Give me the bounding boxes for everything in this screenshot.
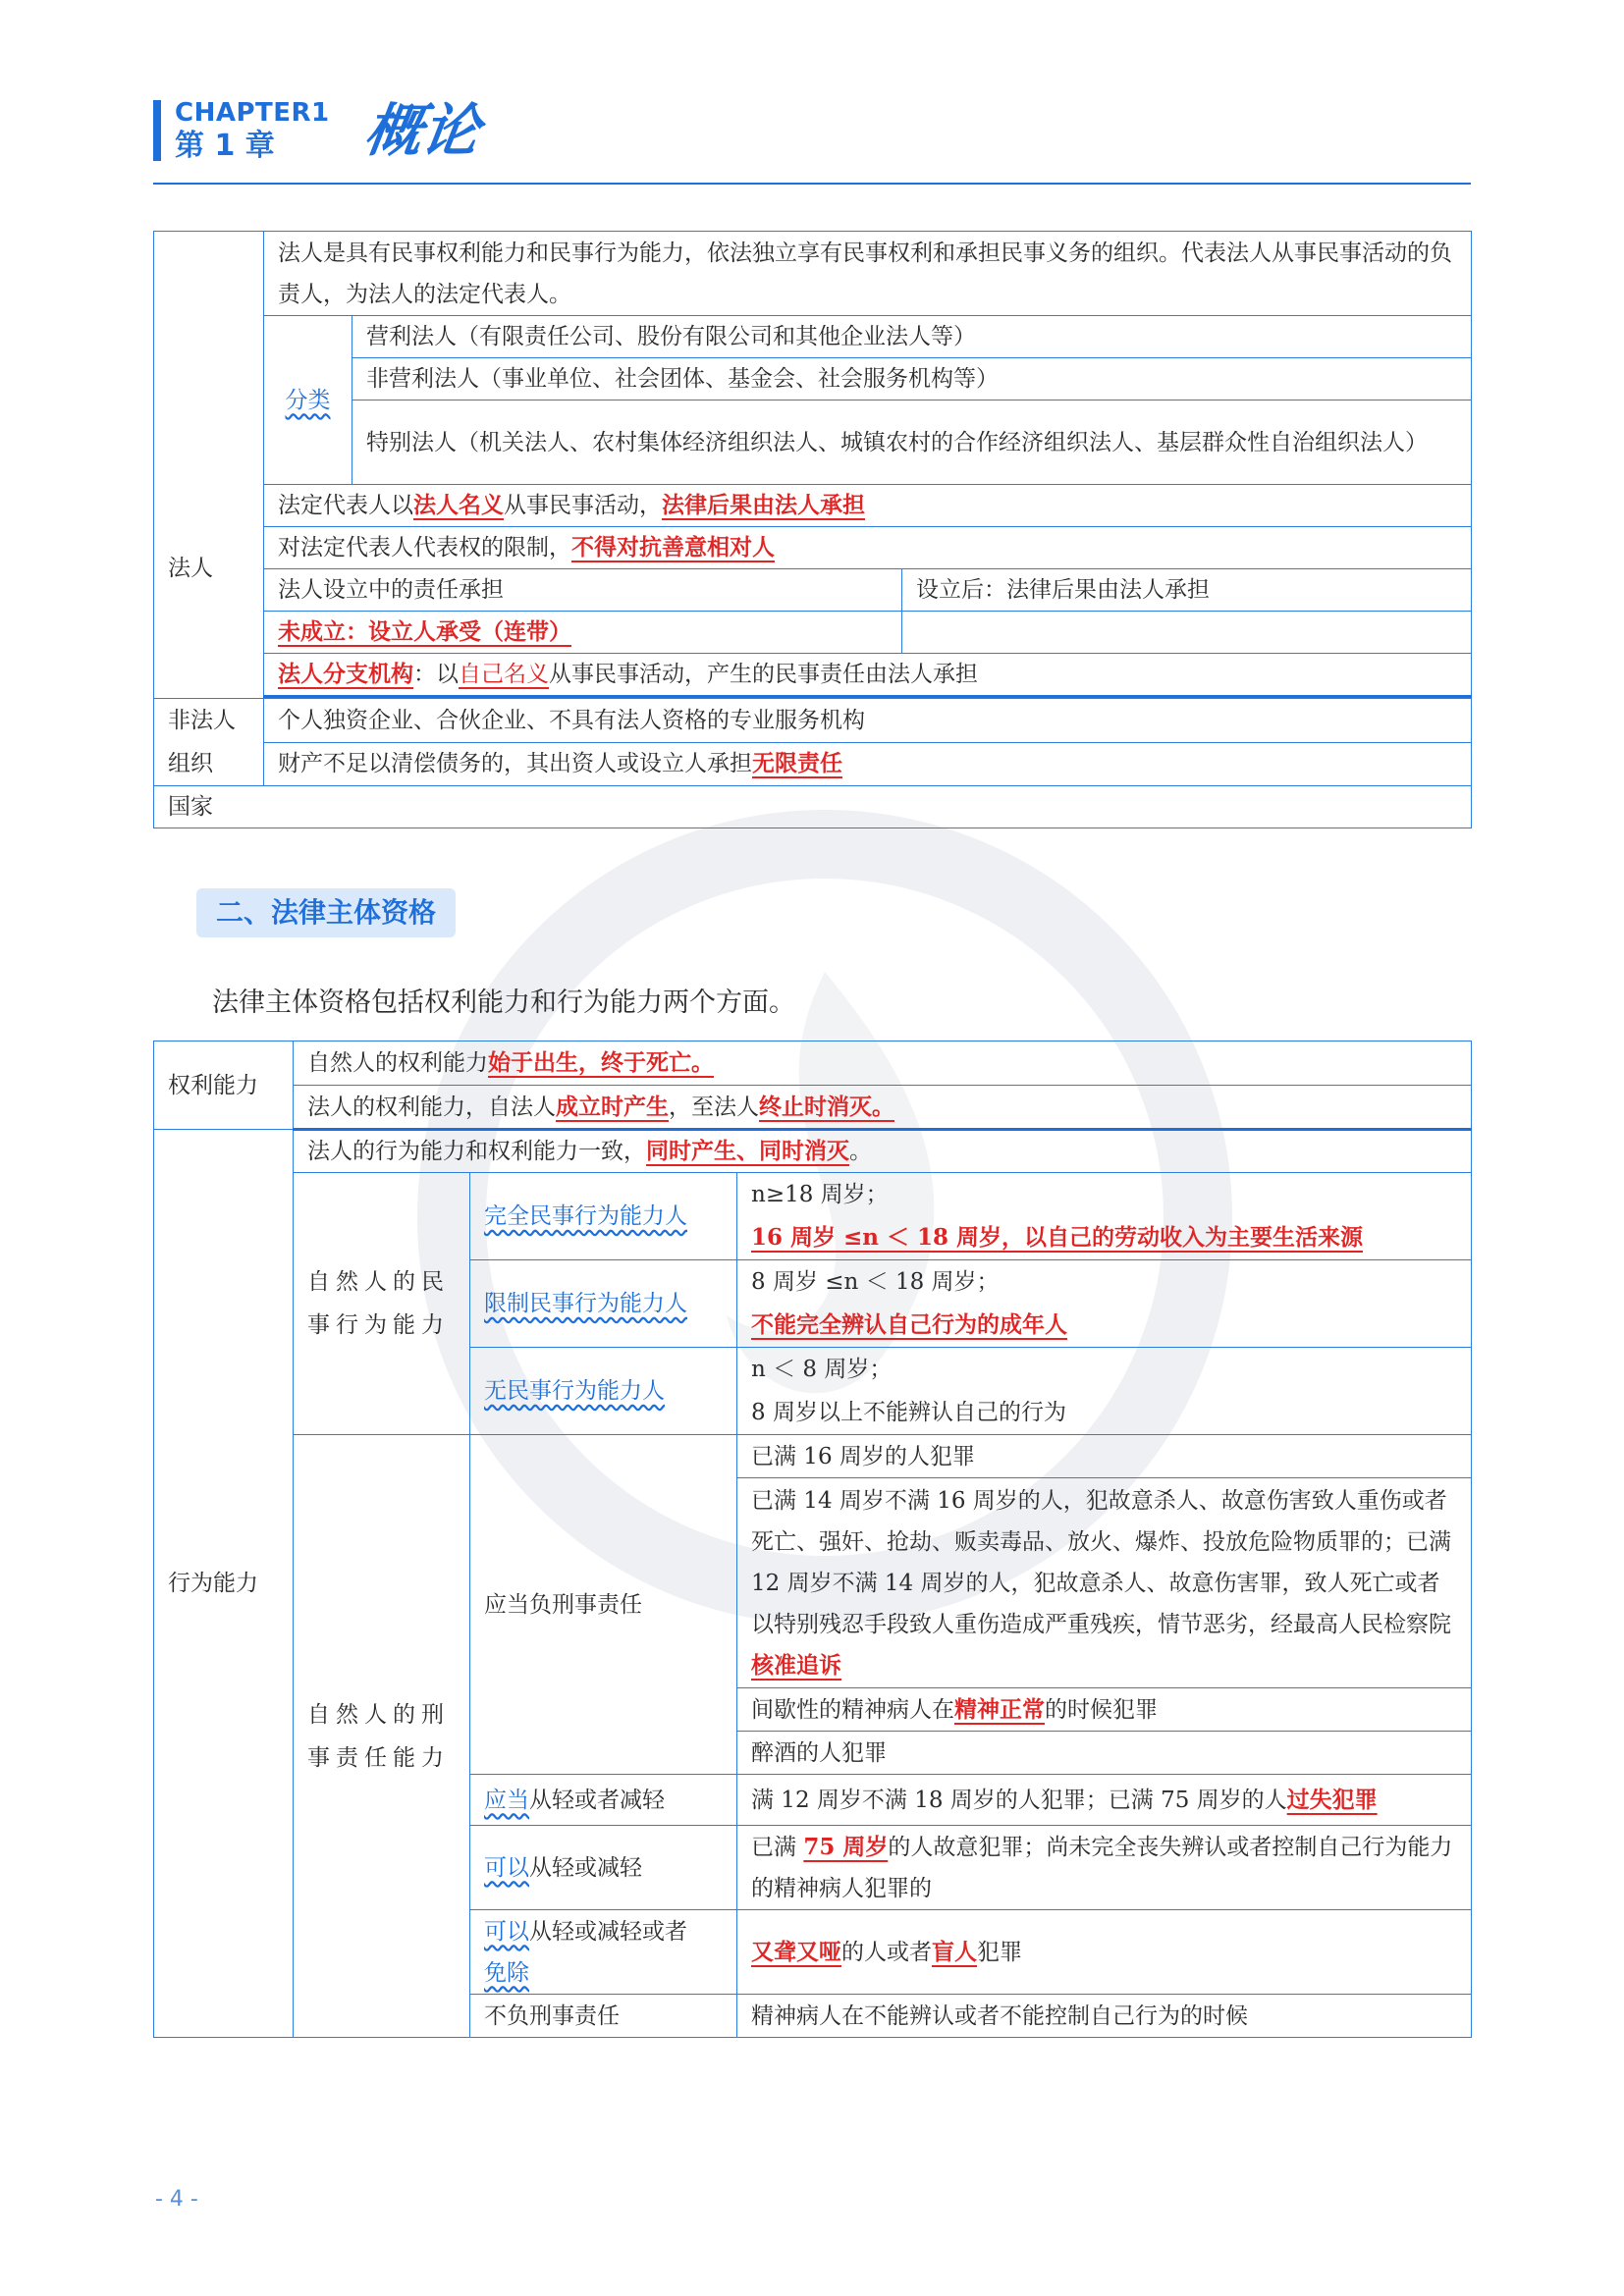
capacity-table [153, 1041, 1472, 2038]
section-intro: 法律主体资格包括权利能力和行为能力两个方面。 [212, 988, 795, 1018]
must-mitigate: 应当从轻或者减轻 [470, 1775, 737, 1826]
representation-limit-row: 对法定代表人代表权的限制，不得对抗善意相对人 [264, 527, 1472, 569]
class-non-profit: 非营利法人（事业单位、社会团体、基金会、社会服务机构等） [352, 358, 1472, 400]
setup-fail: 未成立：设立人承受（连带） [264, 612, 902, 654]
limited-capacity: 限制民事行为能力人 [470, 1260, 737, 1348]
branch-row: 法人分支机构：以自己名义从事民事活动，产生的民事责任由法人承担 [264, 654, 1472, 697]
section-heading: 二、法律主体资格 [196, 888, 456, 937]
criminal-capacity-label: 自然人的刑 事责任能力 [294, 1435, 470, 2038]
entity-table [153, 231, 1472, 828]
no-capacity-desc: n ＜ 8 周岁； 8 周岁以上不能辨认自己的行为 [737, 1348, 1472, 1435]
non-legal-org-liability: 财产不足以清偿债务的，其出资人或设立人承担无限责任 [264, 742, 1472, 786]
faren-definition: 法人是具有民事权利能力和民事行为能力，依法独立享有民事权利和承担民事义务的组织。代表法人从事民事活动的负责人，为法人的法定代表人。 [264, 232, 1472, 316]
page-number: - 4 - [155, 2187, 198, 2212]
no-liability-desc: 精神病人在不能辨认或者不能控制自己行为的时候 [737, 1995, 1472, 2038]
limited-capacity-desc: 8 周岁 ≤n ＜ 18 周岁； 不能完全辨认自己行为的成年人 [737, 1260, 1472, 1348]
legal-representative-row: 法定代表人以法人名义从事民事活动，法律后果由法人承担 [264, 485, 1472, 527]
crime-drunk: 醉酒的人犯罪 [737, 1732, 1472, 1775]
act-capacity-label: 行为能力 [154, 1130, 294, 2038]
crime-intermittent: 间歇性的精神病人在精神正常的时候犯罪 [737, 1688, 1472, 1732]
may-mitigate: 可以从轻或减轻 [470, 1826, 737, 1910]
chapter-label-en: CHAPTER1 [175, 98, 330, 128]
rights-capacity-label: 权利能力 [154, 1041, 294, 1130]
full-capacity-desc: n≥18 周岁； 16 周岁 ≤n ＜ 18 周岁，以自己的劳动收入为主要生活来源 [737, 1173, 1472, 1260]
chapter-label-zh: 第 1 章 [175, 129, 275, 163]
faren-label: 法人 [154, 232, 264, 699]
may-exempt: 可以从轻或减轻或者 免除 [470, 1910, 737, 1995]
non-legal-org-label: 非法人 组织 [154, 699, 264, 786]
must-bear-label: 应当负刑事责任 [470, 1435, 737, 1775]
full-capacity: 完全民事行为能力人 [470, 1173, 737, 1260]
may-mitigate-desc: 已满 75 周岁的人故意犯罪；尚未完全丧失辨认或者控制自己行为能力的精神病人犯罪的 [737, 1826, 1472, 1910]
chapter-bar [153, 100, 161, 161]
setup-empty [902, 612, 1472, 654]
class-special: 特别法人（机关法人、农村集体经济组织法人、城镇农村的合作经济组织法人、基层群众性自治组织法人） [352, 400, 1472, 485]
may-exempt-desc: 又聋又哑的人或者盲人犯罪 [737, 1910, 1472, 1995]
legal-person-rights: 法人的权利能力，自法人成立时产生，至法人终止时消灭。 [294, 1086, 1472, 1130]
must-mitigate-desc: 满 12 周岁不满 18 周岁的人犯罪；已满 75 周岁的人过失犯罪 [737, 1775, 1472, 1826]
setup-after: 设立后：法律后果由法人承担 [902, 569, 1472, 612]
class-for-profit: 营利法人（有限责任公司、股份有限公司和其他企业法人等） [352, 316, 1472, 358]
header-rule [153, 183, 1471, 185]
crime-over-16: 已满 16 周岁的人犯罪 [737, 1435, 1472, 1478]
no-capacity: 无民事行为能力人 [470, 1348, 737, 1435]
state-row: 国家 [154, 786, 1472, 828]
classification-label: 分类 [264, 316, 352, 485]
setup-liability-title: 法人设立中的责任承担 [264, 569, 902, 612]
chapter-title: 概论 [360, 97, 484, 164]
crime-14-16: 已满 14 周岁不满 16 周岁的人，犯故意杀人、故意伤害致人重伤或者死亡、强奸、抢劫、贩卖毒品、放火、爆炸、投放危险物质罪的；已满 12 周岁不满 14 周岁的人，犯故意杀人、故意伤害罪，致人死亡或者以特别残忍手段致人重伤造成严重残疾，情节恶劣，经最高人民检察院核准追诉 [737, 1478, 1472, 1688]
non-legal-org-types: 个人独资企业、合伙企业、不具有法人资格的专业服务机构 [264, 699, 1472, 743]
natural-person-rights: 自然人的权利能力始于出生，终于死亡。 [294, 1041, 1472, 1086]
no-liability: 不负刑事责任 [470, 1995, 737, 2038]
civil-capacity-label: 自然人的民 事行为能力 [294, 1173, 470, 1435]
legal-person-act: 法人的行为能力和权利能力一致，同时产生、同时消灭。 [294, 1130, 1472, 1173]
